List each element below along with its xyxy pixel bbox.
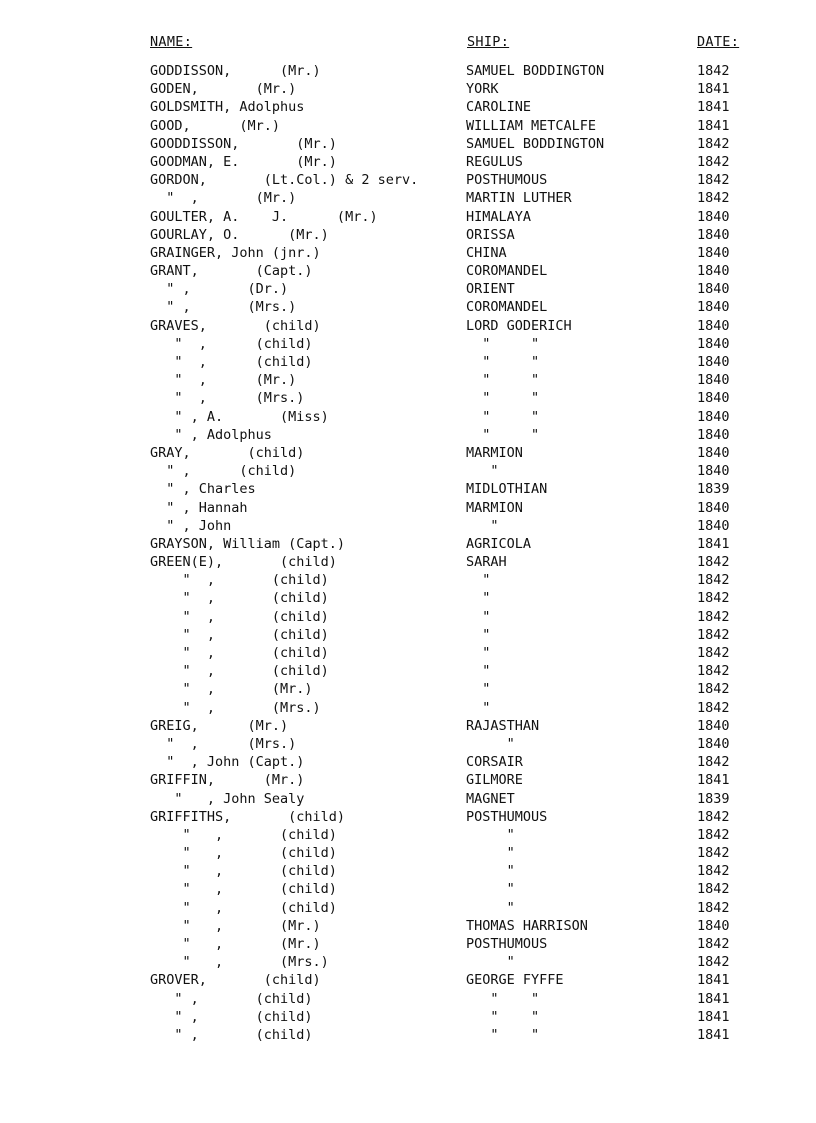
arrival-date: 1842 xyxy=(697,845,730,862)
arrival-date: 1842 xyxy=(697,826,730,843)
passenger-name: GRAY, (child) xyxy=(150,444,305,461)
arrival-date: 1840 xyxy=(697,463,730,480)
passenger-name: " , (child) xyxy=(150,354,313,370)
arrival-date: 1841 xyxy=(697,772,730,789)
arrival-date: 1841 xyxy=(697,972,730,989)
arrival-date: 1840 xyxy=(697,354,730,370)
list-row xyxy=(0,117,816,135)
passenger-name: GROVER, (child) xyxy=(150,972,321,989)
passenger-name: GODEN, (Mr.) xyxy=(150,81,297,98)
ship-name: SAMUEL BODDINGTON xyxy=(466,63,605,79)
list-row xyxy=(0,189,816,207)
arrival-date: 1842 xyxy=(697,153,730,170)
arrival-date: 1842 xyxy=(697,808,730,825)
passenger-name: " , (Mrs.) xyxy=(150,954,329,971)
passenger-name: " , Hannah xyxy=(150,499,248,516)
arrival-date: 1842 xyxy=(697,645,730,661)
arrival-date: 1840 xyxy=(697,335,730,352)
list-row xyxy=(0,971,816,989)
arrival-date: 1841 xyxy=(697,99,730,116)
ship-name: GEORGE FYFFE xyxy=(466,972,564,989)
ship-name: " xyxy=(466,663,491,680)
passenger-list xyxy=(0,62,816,1044)
ship-name: " xyxy=(466,699,491,716)
arrival-date: 1842 xyxy=(697,954,730,971)
list-row xyxy=(0,62,816,80)
arrival-date: 1840 xyxy=(697,426,730,443)
passenger-name: " , (Mrs.) xyxy=(150,299,297,316)
passenger-name: " , (child) xyxy=(150,335,313,352)
passenger-name: " , (Mr.) xyxy=(150,917,321,934)
ship-name: POSTHUMOUS xyxy=(466,808,548,825)
ship-name: MARMION xyxy=(466,444,523,461)
list-row xyxy=(0,644,816,662)
list-row xyxy=(0,444,816,462)
passenger-name: GRAINGER, John (jnr.) xyxy=(150,244,321,261)
ship-name: " xyxy=(466,881,515,898)
arrival-date: 1841 xyxy=(697,535,730,552)
ship-name: MARMION xyxy=(466,499,523,516)
arrival-date: 1840 xyxy=(697,735,730,752)
passenger-name: " , (child) xyxy=(150,863,337,880)
arrival-date: 1842 xyxy=(697,172,730,189)
list-row xyxy=(0,662,816,680)
list-row xyxy=(0,1026,816,1044)
arrival-date: 1840 xyxy=(697,499,730,516)
passenger-name: " , (child) xyxy=(150,572,329,589)
ship-name: " xyxy=(466,845,515,862)
passenger-name: " , (child) xyxy=(150,463,297,480)
ship-name: " xyxy=(466,645,491,661)
passenger-name: " , (child) xyxy=(150,590,329,607)
ship-name: " xyxy=(466,590,491,607)
arrival-date: 1840 xyxy=(697,444,730,461)
ship-name: COROMANDEL xyxy=(466,263,548,280)
passenger-name: " , (Mr.) xyxy=(150,681,313,698)
ship-name: " " xyxy=(466,354,540,370)
ship-name: GILMORE xyxy=(466,772,523,789)
ship-name: THOMAS HARRISON xyxy=(466,917,588,934)
ship-name: " xyxy=(466,463,499,480)
ship-name: CHINA xyxy=(466,244,507,261)
arrival-date: 1840 xyxy=(697,299,730,316)
passenger-name: GRAYSON, William (Capt.) xyxy=(150,535,346,552)
list-row xyxy=(0,571,816,589)
passenger-name: GOOD, (Mr.) xyxy=(150,117,281,134)
header-date: DATE: xyxy=(697,34,740,50)
list-row xyxy=(0,226,816,244)
arrival-date: 1840 xyxy=(697,408,730,425)
ship-name: MARTIN LUTHER xyxy=(466,190,572,207)
passenger-name: " , (child) xyxy=(150,626,329,643)
ship-name: " " xyxy=(466,335,540,352)
arrival-date: 1842 xyxy=(697,554,730,571)
arrival-date: 1842 xyxy=(697,754,730,771)
ship-name: POSTHUMOUS xyxy=(466,936,548,952)
arrival-date: 1842 xyxy=(697,135,730,152)
list-row xyxy=(0,426,816,444)
ship-name: " " xyxy=(466,408,540,425)
list-row xyxy=(0,1008,816,1026)
ship-name: COROMANDEL xyxy=(466,299,548,316)
ship-name: " xyxy=(466,826,515,843)
passenger-name: GOLDSMITH, Adolphus xyxy=(150,99,305,116)
arrival-date: 1840 xyxy=(697,244,730,261)
list-row xyxy=(0,98,816,116)
arrival-date: 1840 xyxy=(697,717,730,734)
ship-name: " " xyxy=(466,1008,540,1025)
passenger-name: GRIFFITHS, (child) xyxy=(150,808,346,825)
list-row xyxy=(0,371,816,389)
header-name: NAME: xyxy=(150,34,193,50)
list-row xyxy=(0,753,816,771)
passenger-name: " , (child) xyxy=(150,990,313,1007)
list-row xyxy=(0,408,816,426)
passenger-name: GOULTER, A. J. (Mr.) xyxy=(150,208,378,225)
passenger-name: GOODMAN, E. (Mr.) xyxy=(150,153,337,170)
passenger-name: " , (Mr.) xyxy=(150,190,297,207)
list-row xyxy=(0,771,816,789)
list-row xyxy=(0,208,816,226)
ship-name: HIMALAYA xyxy=(466,208,532,225)
passenger-name: " , Adolphus xyxy=(150,426,272,443)
ship-name: " xyxy=(466,517,499,534)
passenger-name: " , (child) xyxy=(150,663,329,680)
list-row xyxy=(0,80,816,98)
ship-name: " xyxy=(466,608,491,625)
passenger-name: " , (child) xyxy=(150,881,337,898)
ship-name: POSTHUMOUS xyxy=(466,172,548,189)
arrival-date: 1842 xyxy=(697,699,730,716)
arrival-date: 1840 xyxy=(697,208,730,225)
list-row xyxy=(0,517,816,535)
passenger-name: " , (child) xyxy=(150,645,329,661)
list-row xyxy=(0,790,816,808)
list-row xyxy=(0,171,816,189)
arrival-date: 1842 xyxy=(697,681,730,698)
arrival-date: 1839 xyxy=(697,790,730,807)
list-row xyxy=(0,535,816,553)
list-row xyxy=(0,353,816,371)
list-row xyxy=(0,862,816,880)
list-row xyxy=(0,608,816,626)
ship-name: SAMUEL BODDINGTON xyxy=(466,135,605,152)
list-row xyxy=(0,335,816,353)
passenger-name: " , John Sealy xyxy=(150,790,305,807)
passenger-name: " , (Mr.) xyxy=(150,936,321,952)
ship-name: " " xyxy=(466,372,540,389)
list-row xyxy=(0,262,816,280)
arrival-date: 1841 xyxy=(697,81,730,98)
passenger-name: GRANT, (Capt.) xyxy=(150,263,313,280)
ship-name: YORK xyxy=(466,81,499,98)
passenger-name: " , (Mrs.) xyxy=(150,699,321,716)
list-row xyxy=(0,553,816,571)
ship-name: CORSAIR xyxy=(466,754,523,771)
passenger-name: " , (child) xyxy=(150,608,329,625)
passenger-name: " , (child) xyxy=(150,845,337,862)
ship-name: " xyxy=(466,899,515,916)
passenger-name: " , (Mr.) xyxy=(150,372,297,389)
passenger-name: GOODDISSON, (Mr.) xyxy=(150,135,337,152)
list-row xyxy=(0,717,816,735)
list-row xyxy=(0,626,816,644)
arrival-date: 1841 xyxy=(697,990,730,1007)
list-row xyxy=(0,935,816,953)
arrival-date: 1841 xyxy=(697,117,730,134)
arrival-date: 1840 xyxy=(697,226,730,243)
arrival-date: 1842 xyxy=(697,608,730,625)
passenger-name: " , (child) xyxy=(150,1008,313,1025)
ship-name: " xyxy=(466,863,515,880)
list-row xyxy=(0,844,816,862)
arrival-date: 1840 xyxy=(697,372,730,389)
passenger-name: GORDON, (Lt.Col.) & 2 serv. xyxy=(150,172,419,189)
arrival-date: 1842 xyxy=(697,863,730,880)
arrival-date: 1840 xyxy=(697,917,730,934)
ship-name: " " xyxy=(466,990,540,1007)
list-row xyxy=(0,153,816,171)
arrival-date: 1840 xyxy=(697,281,730,298)
ship-name: SARAH xyxy=(466,554,507,571)
ship-name: " xyxy=(466,735,515,752)
ship-name: LORD GODERICH xyxy=(466,317,572,334)
arrival-date: 1842 xyxy=(697,899,730,916)
ship-name: MIDLOTHIAN xyxy=(466,481,548,498)
list-row xyxy=(0,990,816,1008)
arrival-date: 1841 xyxy=(697,1008,730,1025)
arrival-date: 1842 xyxy=(697,590,730,607)
ship-name: CAROLINE xyxy=(466,99,532,116)
list-row xyxy=(0,589,816,607)
ship-name: " xyxy=(466,626,491,643)
list-row xyxy=(0,317,816,335)
arrival-date: 1842 xyxy=(697,190,730,207)
passenger-name: " , (child) xyxy=(150,899,337,916)
list-row xyxy=(0,244,816,262)
list-row xyxy=(0,735,816,753)
passenger-name: GRAVES, (child) xyxy=(150,317,321,334)
list-row xyxy=(0,135,816,153)
arrival-date: 1840 xyxy=(697,317,730,334)
arrival-date: 1840 xyxy=(697,263,730,280)
passenger-name: GOURLAY, O. (Mr.) xyxy=(150,226,329,243)
ship-name: " xyxy=(466,572,491,589)
ship-name: " " xyxy=(466,390,540,407)
header-ship: SHIP: xyxy=(467,34,510,50)
arrival-date: 1842 xyxy=(697,936,730,952)
arrival-date: 1841 xyxy=(697,1026,730,1043)
arrival-date: 1840 xyxy=(697,390,730,407)
passenger-name: " , (Mrs.) xyxy=(150,735,297,752)
passenger-name: " , Charles xyxy=(150,481,256,498)
list-row xyxy=(0,480,816,498)
ship-name: RAJASTHAN xyxy=(466,717,540,734)
ship-name: " " xyxy=(466,426,540,443)
list-row xyxy=(0,389,816,407)
arrival-date: 1839 xyxy=(697,481,730,498)
ship-name: " " xyxy=(466,1026,540,1043)
list-row xyxy=(0,280,816,298)
passenger-name: " , John xyxy=(150,517,232,534)
passenger-name: GRIFFIN, (Mr.) xyxy=(150,772,305,789)
ship-name: MAGNET xyxy=(466,790,515,807)
ship-name: ORIENT xyxy=(466,281,515,298)
ship-name: WILLIAM METCALFE xyxy=(466,117,597,134)
passenger-name: " , (child) xyxy=(150,826,337,843)
list-row xyxy=(0,808,816,826)
list-row xyxy=(0,880,816,898)
arrival-date: 1842 xyxy=(697,626,730,643)
list-row xyxy=(0,462,816,480)
arrival-date: 1842 xyxy=(697,63,730,79)
arrival-date: 1840 xyxy=(697,517,730,534)
ship-name: REGULUS xyxy=(466,153,523,170)
arrival-date: 1842 xyxy=(697,663,730,680)
passenger-name: " , (Mrs.) xyxy=(150,390,305,407)
passenger-name: " , (Dr.) xyxy=(150,281,289,298)
passenger-name: " , A. (Miss) xyxy=(150,408,329,425)
list-row xyxy=(0,826,816,844)
ship-name: AGRICOLA xyxy=(466,535,532,552)
list-row xyxy=(0,699,816,717)
list-row xyxy=(0,499,816,517)
list-row xyxy=(0,953,816,971)
list-row xyxy=(0,680,816,698)
list-row xyxy=(0,298,816,316)
ship-name: ORISSA xyxy=(466,226,515,243)
passenger-name: GREEN(E), (child) xyxy=(150,554,337,571)
passenger-name: " , John (Capt.) xyxy=(150,754,305,771)
ship-name: " xyxy=(466,954,515,971)
passenger-name: " , (child) xyxy=(150,1026,313,1043)
passenger-name: GREIG, (Mr.) xyxy=(150,717,289,734)
ship-name: " xyxy=(466,681,491,698)
list-row xyxy=(0,899,816,917)
passenger-name: GODDISSON, (Mr.) xyxy=(150,63,321,79)
arrival-date: 1842 xyxy=(697,881,730,898)
list-row xyxy=(0,917,816,935)
arrival-date: 1842 xyxy=(697,572,730,589)
